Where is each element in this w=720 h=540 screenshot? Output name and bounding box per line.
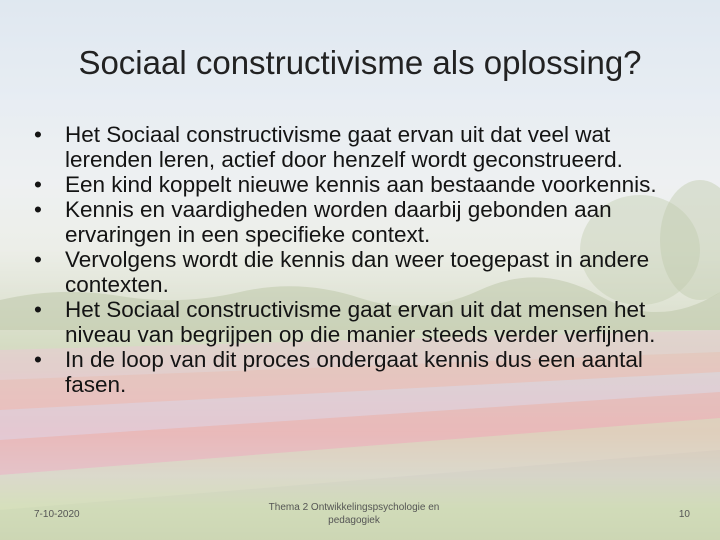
bullet-item (34, 172, 674, 197)
bullet-text: Vervolgens wordt die kennis dan weer toegepast in andere contexten. (65, 247, 650, 297)
bullet-dot-icon: • (34, 197, 42, 222)
bullet-text: Een kind koppelt nieuwe kennis aan bestaande voorkennis. (65, 172, 657, 197)
bullet-dot-icon: • (34, 297, 42, 322)
slide-number: 10 (678, 509, 690, 520)
bullet-item (34, 197, 674, 247)
slide-title: Sociaal constructivisme als oplossing? (78, 44, 642, 81)
bullet-text: In de loop van dit proces ondergaat kennis dus een aantal fasen. (65, 347, 643, 397)
bullet-dot-icon: • (34, 172, 42, 197)
bullet-text: Het Sociaal constructivisme gaat ervan uit dat veel wat lerenden leren, actief door henzelf wordt geconstrueerd. (65, 122, 623, 172)
bullet-list (34, 122, 674, 397)
bullet-text: Het Sociaal constructivisme gaat ervan uit dat mensen het niveau van begrijpen op die manier steeds verder verfijnen. (65, 297, 656, 347)
footer-subject: Thema 2 Ontwikkelingspsychologie en pedagogiek (268, 502, 440, 526)
bullet-item (34, 247, 674, 297)
bullet-item (34, 122, 674, 172)
bullet-dot-icon: • (34, 347, 42, 372)
bullet-dot-icon: • (34, 122, 42, 147)
bullet-text: Kennis en vaardigheden worden daarbij gebonden aan ervaringen in een specifieke context. (65, 197, 612, 247)
bullet-item (34, 297, 674, 347)
bullet-item (34, 347, 674, 397)
footer-date: 7-10-2020 (34, 509, 80, 520)
bullet-dot-icon: • (34, 247, 42, 272)
